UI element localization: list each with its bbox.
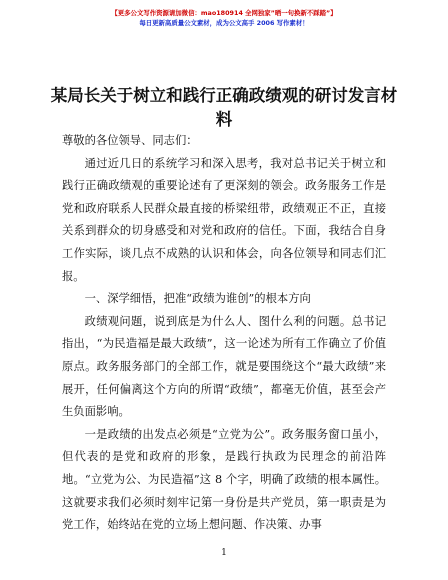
page-number: 1 xyxy=(221,548,227,558)
salutation: 尊敬的各位领导、同志们： xyxy=(62,134,198,147)
document-body xyxy=(62,130,386,537)
document-title: 某局长关于树立和践行正确政绩观的研讨发言材料 xyxy=(50,86,398,129)
promo-banner-line-1: 【更多公文写作资源请加微信：mao180914 全网独家”晒一句换新不踩踏”】 xyxy=(111,9,337,17)
paragraph: 政绩观问题，说到底是为什么人、图什么利的问题。总书记指出，“为民造福是最大政绩”，这一论述为所有工作确立了价值原点。政务服务部门的全部工作，就是要围绕这个“最大政绩”来展开，任何偏离这个方向的所谓“政绩”，都毫无价值，甚至会产生负面影响。 xyxy=(62,314,386,419)
paragraph: 一是政绩的出发点必须是“立党为公”。政务服务窗口虽小，但代表的是党和政府的形象，是践行执政为民理念的前沿阵地。“立党为公、为民造福”这 8 个字，明确了政绩的根本属性。这就要求我们必须时刻牢记第一身份是共产党员，第一职责是为党工作，始终站在党的立场上想问题、作决策、办事 xyxy=(62,427,386,532)
promo-banner-line-2: 每日更新高质量公文素材，成为公文高手 2006 写作素材！ xyxy=(139,19,309,27)
section-heading: 一、深学细悟，把准“政绩为谁创”的根本方向 xyxy=(84,292,311,306)
promo-banner xyxy=(0,8,448,28)
paragraph-intro: 通过近几日的系统学习和深入思考，我对总书记关于树立和践行正确政绩观的重要论述有了更深刻的领会。政务服务工作是党和政府联系人民群众最直接的桥梁纽带，政绩观正不正，直接关系到群众的切身感受和对党和政府的信任。下面，我结合自身工作实际，谈几点不成熟的认识和体会，向各位领导和同志们汇报。 xyxy=(62,156,386,283)
